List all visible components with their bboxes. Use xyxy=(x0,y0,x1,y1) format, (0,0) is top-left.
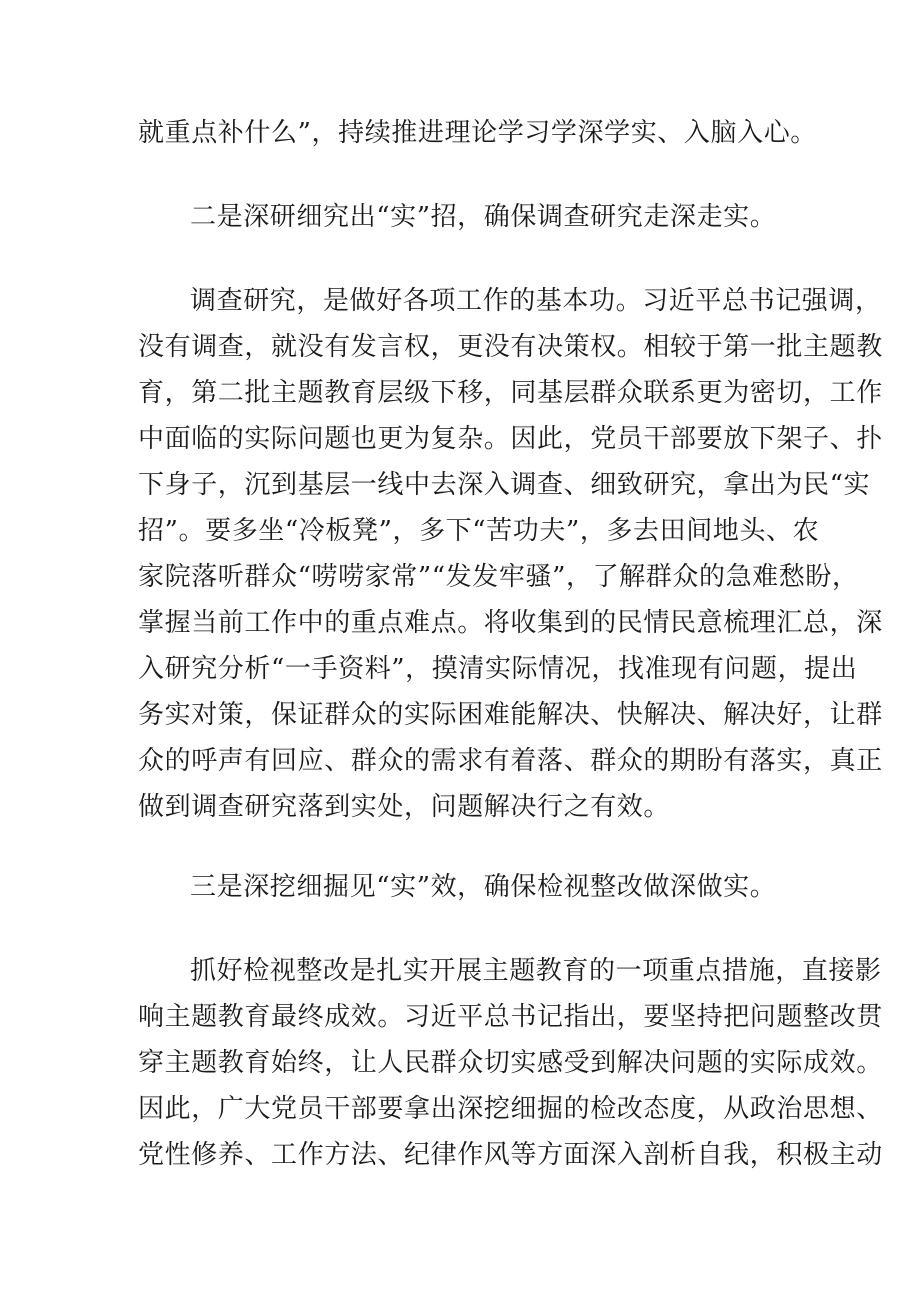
paragraph-line: 抓好检视整改是扎实开展主题教育的一项重点措施，直接影 xyxy=(190,956,882,986)
paragraph-line: 务实对策，保证群众的实际困难能解决、快解决、解决好，让群 xyxy=(138,700,883,730)
section-heading-3: 三是深挖细掘见“实”效，确保检视整改做深做实。 xyxy=(190,872,777,902)
paragraph-line: 因此，广大党员干部要拿出深挖细掘的检改态度，从政治思想、 xyxy=(138,1094,883,1124)
paragraph-line: 招”。要多坐“冷板凳”，多下“苦功夫”，多去田间地头、农 xyxy=(138,516,820,546)
paragraph-line: 育，第二批主题教育层级下移，同基层群众联系更为密切，工作 xyxy=(138,378,883,408)
paragraph-line: 就重点补什么”，持续推进理论学习学深学实、入脑入心。 xyxy=(138,118,817,148)
paragraph-line: 党性修养、工作方法、纪律作风等方面深入剖析自我，积极主动 xyxy=(138,1140,883,1170)
paragraph-line: 掌握当前工作中的重点难点。将收集到的民情民意梳理汇总，深 xyxy=(138,608,883,638)
paragraph-line: 众的呼声有回应、群众的需求有着落、群众的期盼有落实，真正 xyxy=(138,746,883,776)
paragraph-line: 穿主题教育始终，让人民群众切实感受到解决问题的实际成效。 xyxy=(138,1048,883,1078)
paragraph-line: 调查研究，是做好各项工作的基本功。习近平总书记强调， xyxy=(190,286,882,316)
paragraph-line: 下身子，沉到基层一线中去深入调查、细致研究，拿出为民“实 xyxy=(138,470,871,500)
paragraph-line: 入研究分析“一手资料”，摸清实际情况，找准现有问题，提出 xyxy=(138,654,858,684)
paragraph-line: 响主题教育最终成效。习近平总书记指出，要坚持把问题整改贯 xyxy=(138,1002,883,1032)
paragraph-line: 中面临的实际问题也更为复杂。因此，党员干部要放下架子、扑 xyxy=(138,424,883,454)
paragraph-line: 做到调查研究落到实处，问题解决行之有效。 xyxy=(138,792,671,822)
paragraph-line: 家院落听群众“唠唠家常”“发发牢骚”，了解群众的急难愁盼， xyxy=(138,562,859,592)
paragraph-line: 没有调查，就没有发言权，更没有决策权。相较于第一批主题教 xyxy=(138,332,883,362)
section-heading-2: 二是深研细究出“实”招，确保调查研究走深走实。 xyxy=(190,202,777,232)
